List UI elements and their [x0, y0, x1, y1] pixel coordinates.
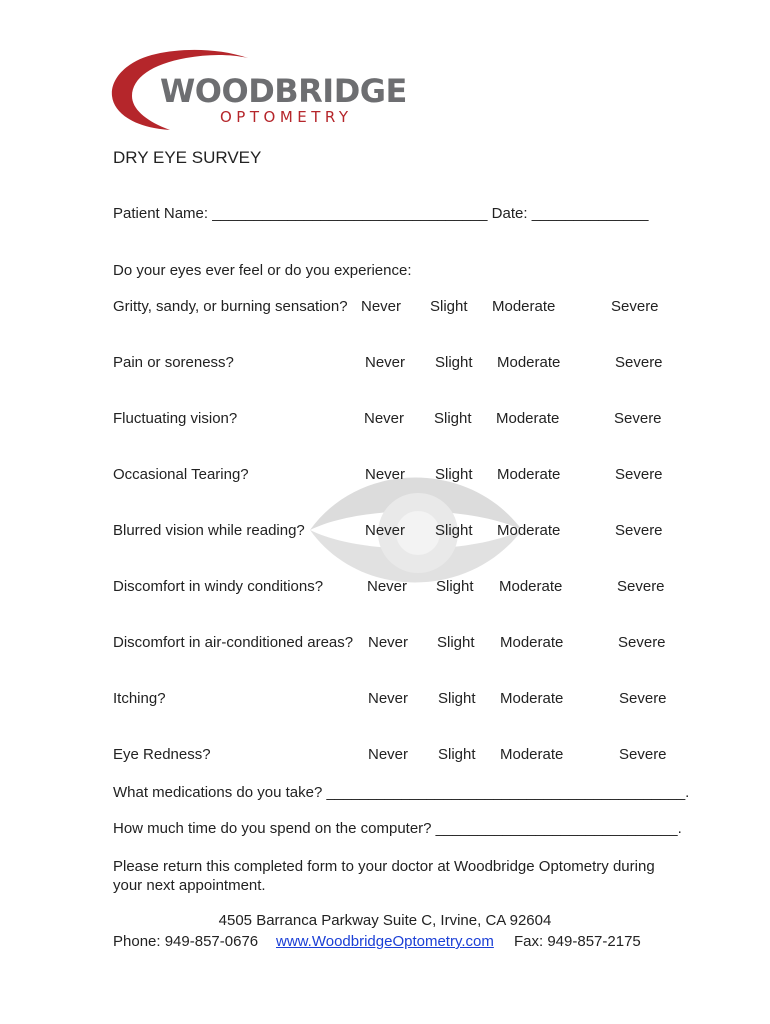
option-severe: Severe	[611, 298, 659, 315]
option-moderate: Moderate	[500, 634, 564, 651]
option-slight: Slight	[430, 298, 468, 315]
option-slight: Slight	[434, 410, 472, 427]
logo-wordmark: WOODBRIDGE	[160, 72, 407, 110]
option-slight: Slight	[435, 522, 473, 539]
option-severe: Severe	[619, 746, 667, 763]
option-slight: Slight	[435, 354, 473, 371]
logo	[108, 48, 407, 134]
page-title: DRY EYE SURVEY	[113, 148, 262, 167]
question-label: Occasional Tearing?	[113, 466, 249, 483]
option-slight: Slight	[437, 634, 475, 651]
option-never: Never	[365, 522, 406, 539]
option-severe: Severe	[615, 466, 663, 483]
logo-tagline: OPTOMETRY	[220, 108, 353, 126]
question-label: Gritty, sandy, or burning sensation?	[113, 298, 348, 315]
option-slight: Slight	[438, 746, 476, 763]
patient-name-date-line: Patient Name: _________________________________ Date: ______________	[113, 205, 649, 222]
option-severe: Severe	[619, 690, 667, 707]
option-never: Never	[365, 354, 406, 371]
option-moderate: Moderate	[497, 354, 561, 371]
footer-phone: Phone: 949-857-0676	[113, 933, 259, 950]
question-label: Eye Redness?	[113, 746, 211, 763]
option-slight: Slight	[438, 690, 476, 707]
footer-address: 4505 Barranca Parkway Suite C, Irvine, CA 92604	[218, 912, 552, 929]
option-never: Never	[364, 410, 405, 427]
option-moderate: Moderate	[497, 466, 561, 483]
option-severe: Severe	[614, 410, 662, 427]
computer-time-line: How much time do you spend on the computer? _____________________________.	[113, 820, 682, 837]
question-label: Pain or soreness?	[113, 354, 234, 371]
eye-watermark-icon	[300, 455, 530, 605]
option-never: Never	[368, 690, 409, 707]
question-label: Discomfort in windy conditions?	[113, 578, 324, 595]
question-label: Discomfort in air-conditioned areas?	[113, 634, 354, 651]
option-moderate: Moderate	[492, 298, 556, 315]
option-moderate: Moderate	[497, 522, 561, 539]
intro-question: Do your eyes ever feel or do you experience:	[113, 262, 412, 279]
option-never: Never	[365, 466, 406, 483]
medications-line: What medications do you take? ___________________________________________.	[113, 784, 690, 801]
option-never: Never	[361, 298, 402, 315]
option-slight: Slight	[435, 466, 473, 483]
option-moderate: Moderate	[500, 690, 564, 707]
footer-website-link[interactable]: www.WoodbridgeOptometry.com	[276, 933, 494, 950]
option-never: Never	[368, 746, 409, 763]
option-slight: Slight	[436, 578, 474, 595]
question-label: Itching?	[113, 690, 166, 707]
question-label: Fluctuating vision?	[113, 410, 238, 427]
option-severe: Severe	[617, 578, 665, 595]
option-never: Never	[368, 634, 409, 651]
option-never: Never	[367, 578, 408, 595]
option-severe: Severe	[618, 634, 666, 651]
option-severe: Severe	[615, 522, 663, 539]
return-note-line-2: your next appointment.	[113, 877, 266, 894]
return-note-line-1: Please return this completed form to your doctor at Woodbridge Optometry during	[113, 858, 655, 875]
footer-fax: Fax: 949-857-2175	[514, 933, 641, 950]
option-severe: Severe	[615, 354, 663, 371]
option-moderate: Moderate	[500, 746, 564, 763]
option-moderate: Moderate	[496, 410, 560, 427]
question-label: Blurred vision while reading?	[113, 522, 305, 539]
option-moderate: Moderate	[499, 578, 563, 595]
